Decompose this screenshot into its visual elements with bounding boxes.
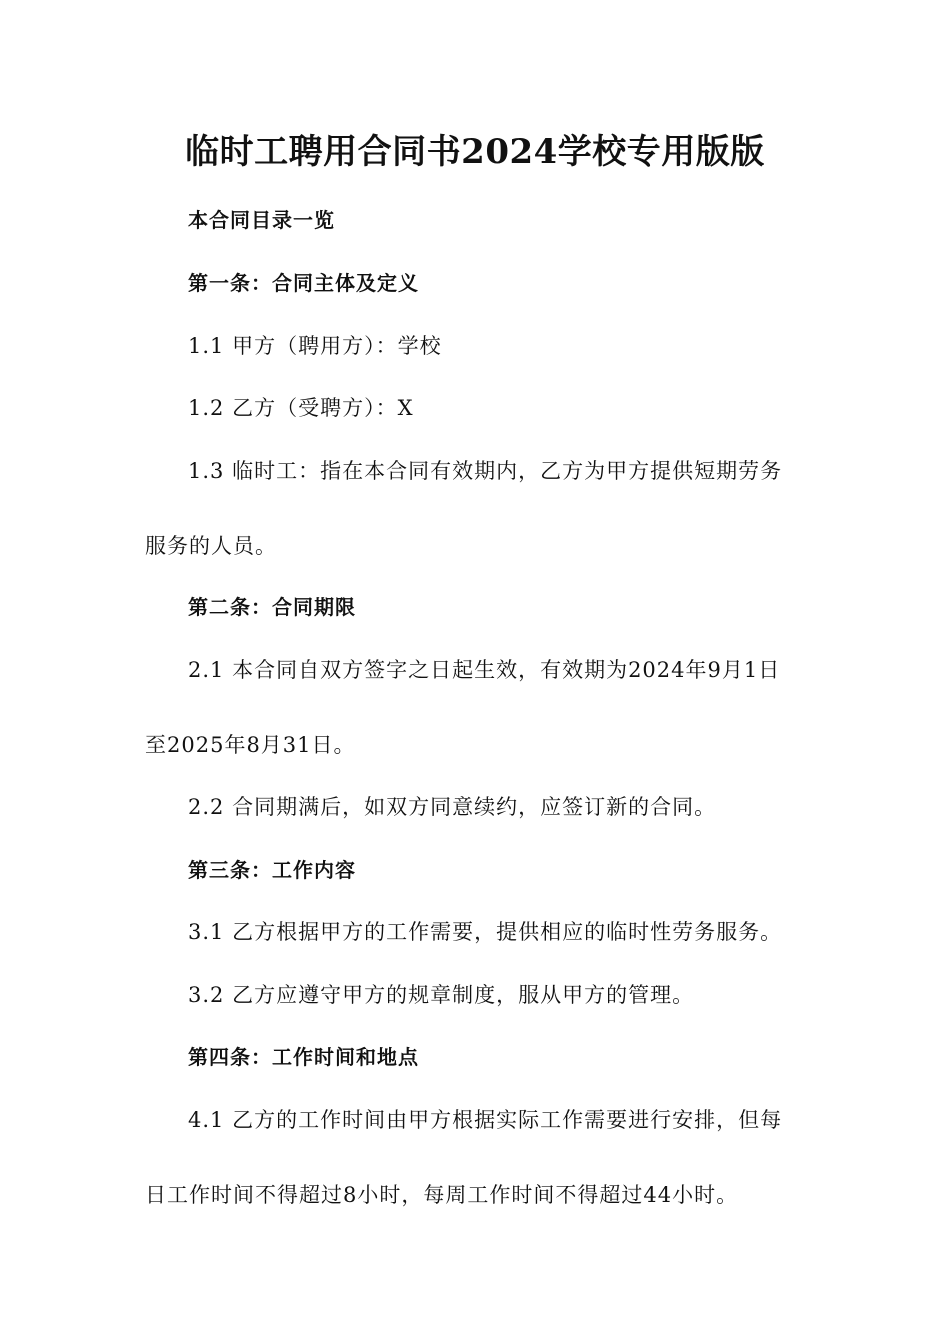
article-1-heading: 第一条：合同主体及定义 (188, 271, 419, 295)
document-title: 临时工聘用合同书2024学校专用版版 (185, 132, 765, 172)
clause-3-1: 3.1 乙方根据甲方的工作需要，提供相应的临时性劳务服务。 (188, 920, 783, 944)
clause-4-1: 4.1 乙方的工作时间由甲方根据实际工作需要进行安排，但每 (188, 1108, 783, 1132)
clause-1-1: 1.1 甲方（聘用方）：学校 (188, 334, 442, 358)
article-2-heading: 第二条：合同期限 (188, 595, 356, 619)
article-3-heading: 第三条：工作内容 (188, 858, 356, 882)
clause-2-2: 2.2 合同期满后，如双方同意续约，应签订新的合同。 (188, 795, 717, 819)
clause-2-1-continued: 至2025年8月31日。 (145, 733, 356, 757)
clause-1-3: 1.3 临时工：指在本合同有效期内，乙方为甲方提供短期劳务 (188, 459, 783, 483)
clause-3-2: 3.2 乙方应遵守甲方的规章制度，服从甲方的管理。 (188, 983, 695, 1007)
clause-2-1: 2.1 本合同自双方签字之日起生效，有效期为2024年9月1日 (188, 658, 781, 682)
article-4-heading: 第四条：工作时间和地点 (188, 1045, 419, 1069)
toc-heading: 本合同目录一览 (188, 208, 335, 232)
clause-1-3-continued: 服务的人员。 (145, 534, 277, 558)
clause-4-1-continued: 日工作时间不得超过8小时，每周工作时间不得超过44小时。 (145, 1183, 739, 1207)
clause-1-2: 1.2 乙方（受聘方）：X (188, 396, 414, 420)
